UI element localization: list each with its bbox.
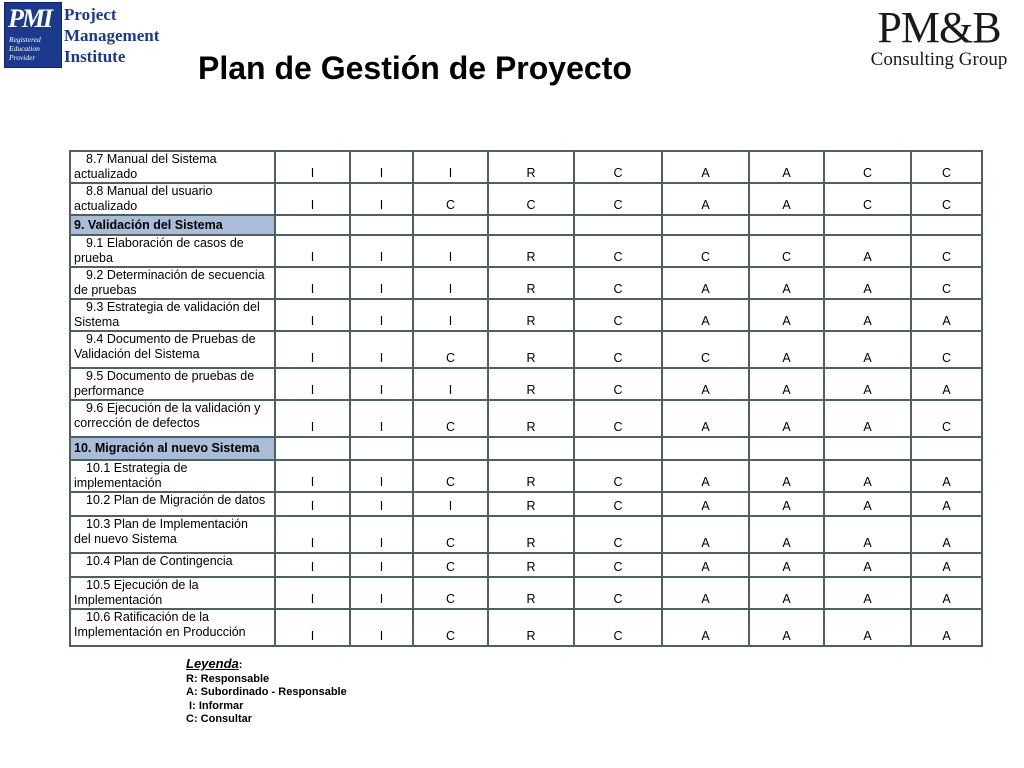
raci-value-cell: I (275, 299, 350, 331)
empty-cell (749, 437, 824, 460)
raci-value-cell: I (350, 235, 413, 267)
empty-cell (662, 437, 749, 460)
raci-value-cell: C (574, 400, 662, 437)
pmi-mark-sub-line: Provider (9, 53, 36, 62)
task-name-line: 9.5 Documento de pruebas de (86, 369, 255, 383)
raci-value-cell: C (574, 460, 662, 492)
raci-value-cell: C (574, 553, 662, 577)
raci-value-cell: A (824, 577, 911, 609)
raci-table-body (70, 151, 982, 646)
task-name-line: 8.8 Manual del usuario (86, 184, 213, 198)
task-name-line: Implementación (74, 593, 163, 607)
raci-value-cell: I (275, 183, 350, 215)
task-name-cell (70, 299, 275, 331)
empty-cell (749, 215, 824, 235)
raci-value-cell: A (824, 553, 911, 577)
raci-value-cell: C (413, 460, 488, 492)
task-name-line: Validación del Sistema (74, 347, 200, 361)
raci-value-cell: C (413, 516, 488, 553)
task-name-cell (70, 267, 275, 299)
raci-value-cell: C (662, 235, 749, 267)
legend-item: C: Consultar (186, 713, 252, 725)
table-row (70, 460, 982, 492)
raci-value-cell: C (911, 331, 982, 368)
table-row (70, 267, 982, 299)
raci-value-cell: A (749, 267, 824, 299)
task-name-line: del nuevo Sistema (74, 532, 177, 546)
raci-value-cell: A (824, 609, 911, 646)
raci-value-cell: C (413, 577, 488, 609)
task-name-cell (70, 151, 275, 183)
task-name-line: 10.5 Ejecución de la (86, 578, 199, 592)
legend-title-colon: : (238, 659, 243, 671)
raci-value-cell: C (574, 492, 662, 516)
raci-value-cell: C (574, 609, 662, 646)
empty-cell (488, 437, 574, 460)
raci-value-cell: A (824, 492, 911, 516)
raci-value-cell: C (574, 267, 662, 299)
section-row (70, 215, 982, 235)
task-name-line: 8.7 Manual del Sistema (86, 152, 217, 166)
raci-value-cell: I (350, 492, 413, 516)
empty-cell (350, 215, 413, 235)
empty-cell (911, 215, 982, 235)
raci-value-cell: R (488, 151, 574, 183)
raci-value-cell: I (350, 299, 413, 331)
raci-value-cell: C (413, 331, 488, 368)
raci-value-cell: C (824, 183, 911, 215)
table-row (70, 151, 982, 183)
raci-value-cell: A (911, 516, 982, 553)
raci-value-cell: A (662, 267, 749, 299)
raci-value-cell: A (824, 516, 911, 553)
raci-value-cell: I (413, 368, 488, 400)
pmb-logo (864, 3, 1014, 72)
raci-value-cell: A (749, 368, 824, 400)
raci-value-cell: A (749, 299, 824, 331)
task-name-line: 9.4 Documento de Pruebas de (86, 332, 256, 346)
raci-value-cell: A (824, 400, 911, 437)
page-title: Plan de Gestión de Proyecto (198, 50, 632, 86)
raci-value-cell: I (275, 368, 350, 400)
legend-title-row (186, 656, 347, 673)
pmi-logo-words (64, 4, 159, 67)
raci-value-cell: R (488, 299, 574, 331)
raci-value-cell: R (488, 492, 574, 516)
raci-value-cell: A (824, 299, 911, 331)
raci-value-cell: C (574, 299, 662, 331)
raci-value-cell: A (749, 577, 824, 609)
raci-value-cell: A (662, 368, 749, 400)
raci-value-cell: A (911, 299, 982, 331)
task-name-line: 10.2 Plan de Migración de datos (86, 493, 266, 507)
raci-value-cell: C (413, 553, 488, 577)
table-row (70, 516, 982, 553)
raci-value-cell: A (662, 577, 749, 609)
raci-value-cell: A (824, 368, 911, 400)
raci-value-cell: R (488, 609, 574, 646)
raci-value-cell: I (350, 183, 413, 215)
task-name-line: 9.6 Ejecución de la validación y (86, 401, 261, 415)
raci-value-cell: C (911, 183, 982, 215)
task-name-line: actualizado (74, 199, 138, 213)
pmi-mark-sub-line: Registered (9, 35, 41, 44)
task-name-line: 10.1 Estrategia de (86, 461, 188, 475)
raci-value-cell: I (275, 553, 350, 577)
legend-item: A: Subordinado - Responsable (186, 686, 347, 698)
raci-value-cell: I (275, 235, 350, 267)
raci-value-cell: I (275, 267, 350, 299)
task-name-cell (70, 183, 275, 215)
task-name-line: de pruebas (74, 283, 137, 297)
raci-value-cell: I (413, 492, 488, 516)
raci-value-cell: C (574, 151, 662, 183)
section-label: 10. Migración al nuevo Sistema (70, 437, 275, 460)
pmi-logo-mark (4, 2, 62, 68)
raci-value-cell: A (911, 609, 982, 646)
table-row (70, 553, 982, 577)
task-name-cell (70, 609, 275, 646)
raci-value-cell: R (488, 553, 574, 577)
raci-value-cell: C (574, 516, 662, 553)
raci-value-cell: I (275, 331, 350, 368)
empty-cell (350, 437, 413, 460)
raci-value-cell: I (413, 235, 488, 267)
raci-value-cell: I (275, 400, 350, 437)
raci-value-cell: I (413, 151, 488, 183)
task-name-cell (70, 460, 275, 492)
raci-value-cell: C (574, 577, 662, 609)
table-row (70, 299, 982, 331)
task-name-line: Implementación en Producción (74, 625, 246, 639)
pmi-word: Management (64, 26, 160, 45)
empty-cell (574, 437, 662, 460)
empty-cell (488, 215, 574, 235)
empty-cell (413, 215, 488, 235)
raci-value-cell: C (574, 331, 662, 368)
task-name-cell (70, 516, 275, 553)
raci-value-cell: A (911, 460, 982, 492)
raci-value-cell: C (662, 331, 749, 368)
raci-value-cell: A (662, 460, 749, 492)
raci-value-cell: I (350, 553, 413, 577)
raci-value-cell: A (824, 267, 911, 299)
pmi-mark-sub-line: Education (9, 44, 40, 53)
raci-value-cell: A (749, 492, 824, 516)
task-name-cell (70, 492, 275, 516)
raci-value-cell: R (488, 267, 574, 299)
raci-value-cell: A (749, 516, 824, 553)
table-row (70, 609, 982, 646)
empty-cell (911, 437, 982, 460)
raci-value-cell: A (911, 577, 982, 609)
task-name-cell (70, 368, 275, 400)
pmi-mark-letters: PMI (8, 4, 52, 33)
task-name-cell (70, 331, 275, 368)
raci-value-cell: I (350, 577, 413, 609)
raci-value-cell: A (749, 553, 824, 577)
raci-value-cell: C (574, 368, 662, 400)
raci-value-cell: C (413, 609, 488, 646)
raci-value-cell: I (350, 151, 413, 183)
task-name-cell (70, 577, 275, 609)
raci-value-cell: I (275, 609, 350, 646)
empty-cell (413, 437, 488, 460)
raci-value-cell: C (749, 235, 824, 267)
raci-value-cell: C (911, 151, 982, 183)
raci-value-cell: A (662, 609, 749, 646)
table-row (70, 235, 982, 267)
pmi-logo (4, 2, 160, 68)
empty-cell (824, 437, 911, 460)
raci-value-cell: A (662, 492, 749, 516)
raci-value-cell: I (350, 460, 413, 492)
empty-cell (275, 215, 350, 235)
raci-value-cell: I (350, 400, 413, 437)
raci-value-cell: C (911, 235, 982, 267)
empty-cell (662, 215, 749, 235)
raci-value-cell: C (488, 183, 574, 215)
legend-item: R: Responsable (186, 672, 270, 685)
section-row (70, 437, 982, 460)
table-row (70, 183, 982, 215)
raci-value-cell: R (488, 516, 574, 553)
raci-value-cell: A (824, 331, 911, 368)
section-label: 9. Validación del Sistema (70, 215, 275, 235)
pmi-mark-sub (9, 35, 61, 62)
raci-value-cell: R (488, 577, 574, 609)
table-row (70, 492, 982, 516)
raci-value-cell: A (749, 331, 824, 368)
raci-value-cell: C (911, 400, 982, 437)
raci-value-cell: C (574, 235, 662, 267)
pmi-word: Institute (64, 47, 126, 66)
raci-value-cell: A (662, 299, 749, 331)
task-name-line: implementación (74, 476, 162, 490)
raci-value-cell: I (413, 299, 488, 331)
empty-cell (824, 215, 911, 235)
legend-title: Leyenda (186, 656, 239, 671)
raci-value-cell: I (413, 267, 488, 299)
raci-value-cell: A (662, 516, 749, 553)
raci-value-cell: R (488, 331, 574, 368)
task-name-cell (70, 400, 275, 437)
raci-value-cell: A (824, 460, 911, 492)
raci-value-cell: A (911, 368, 982, 400)
raci-value-cell: A (749, 460, 824, 492)
raci-value-cell: I (275, 460, 350, 492)
task-name-line: 10.3 Plan de Implementación (86, 517, 248, 531)
raci-value-cell: A (824, 235, 911, 267)
raci-value-cell: I (275, 577, 350, 609)
table-row (70, 368, 982, 400)
task-name-line: prueba (74, 251, 113, 265)
task-name-line: 9.1 Elaboración de casos de (86, 236, 244, 250)
raci-value-cell: A (749, 151, 824, 183)
raci-value-cell: I (275, 151, 350, 183)
raci-value-cell: R (488, 368, 574, 400)
task-name-cell (70, 553, 275, 577)
raci-value-cell: R (488, 400, 574, 437)
empty-cell (275, 437, 350, 460)
raci-value-cell: A (662, 183, 749, 215)
raci-value-cell: C (824, 151, 911, 183)
task-name-line: actualizado (74, 167, 138, 181)
legend (186, 656, 347, 727)
raci-value-cell: I (275, 492, 350, 516)
task-name-line: corrección de defectos (74, 416, 200, 430)
raci-value-cell: A (749, 183, 824, 215)
table-row (70, 577, 982, 609)
raci-value-cell: I (350, 516, 413, 553)
legend-item: I: Informar (186, 699, 244, 712)
pmb-logo-sub: Consulting Group (870, 49, 1008, 70)
table-row (70, 400, 982, 437)
raci-value-cell: A (749, 609, 824, 646)
task-name-line: 10.4 Plan de Contingencia (86, 554, 233, 568)
pmi-word: Project (64, 5, 117, 24)
task-name-line: 9.2 Determinación de secuencia (86, 268, 265, 282)
raci-value-cell: A (662, 553, 749, 577)
raci-value-cell: I (350, 368, 413, 400)
raci-value-cell: C (413, 183, 488, 215)
raci-value-cell: A (749, 400, 824, 437)
raci-value-cell: I (350, 331, 413, 368)
task-name-line: 10.6 Ratificación de la (86, 610, 209, 624)
raci-value-cell: A (662, 400, 749, 437)
raci-value-cell: A (662, 151, 749, 183)
raci-value-cell: I (350, 609, 413, 646)
table-row (70, 331, 982, 368)
raci-value-cell: I (275, 516, 350, 553)
raci-value-cell: I (350, 267, 413, 299)
task-name-line: 9.3 Estrategia de validación del (86, 300, 260, 314)
raci-value-cell: A (911, 553, 982, 577)
raci-table (69, 150, 983, 647)
raci-value-cell: C (574, 183, 662, 215)
task-name-cell (70, 235, 275, 267)
empty-cell (574, 215, 662, 235)
task-name-line: performance (74, 384, 145, 398)
raci-value-cell: C (413, 400, 488, 437)
raci-value-cell: R (488, 235, 574, 267)
raci-value-cell: R (488, 460, 574, 492)
raci-value-cell: C (911, 267, 982, 299)
task-name-line: Sistema (74, 315, 120, 329)
pmb-logo-main: PM&B (877, 3, 1001, 52)
raci-value-cell: A (911, 492, 982, 516)
